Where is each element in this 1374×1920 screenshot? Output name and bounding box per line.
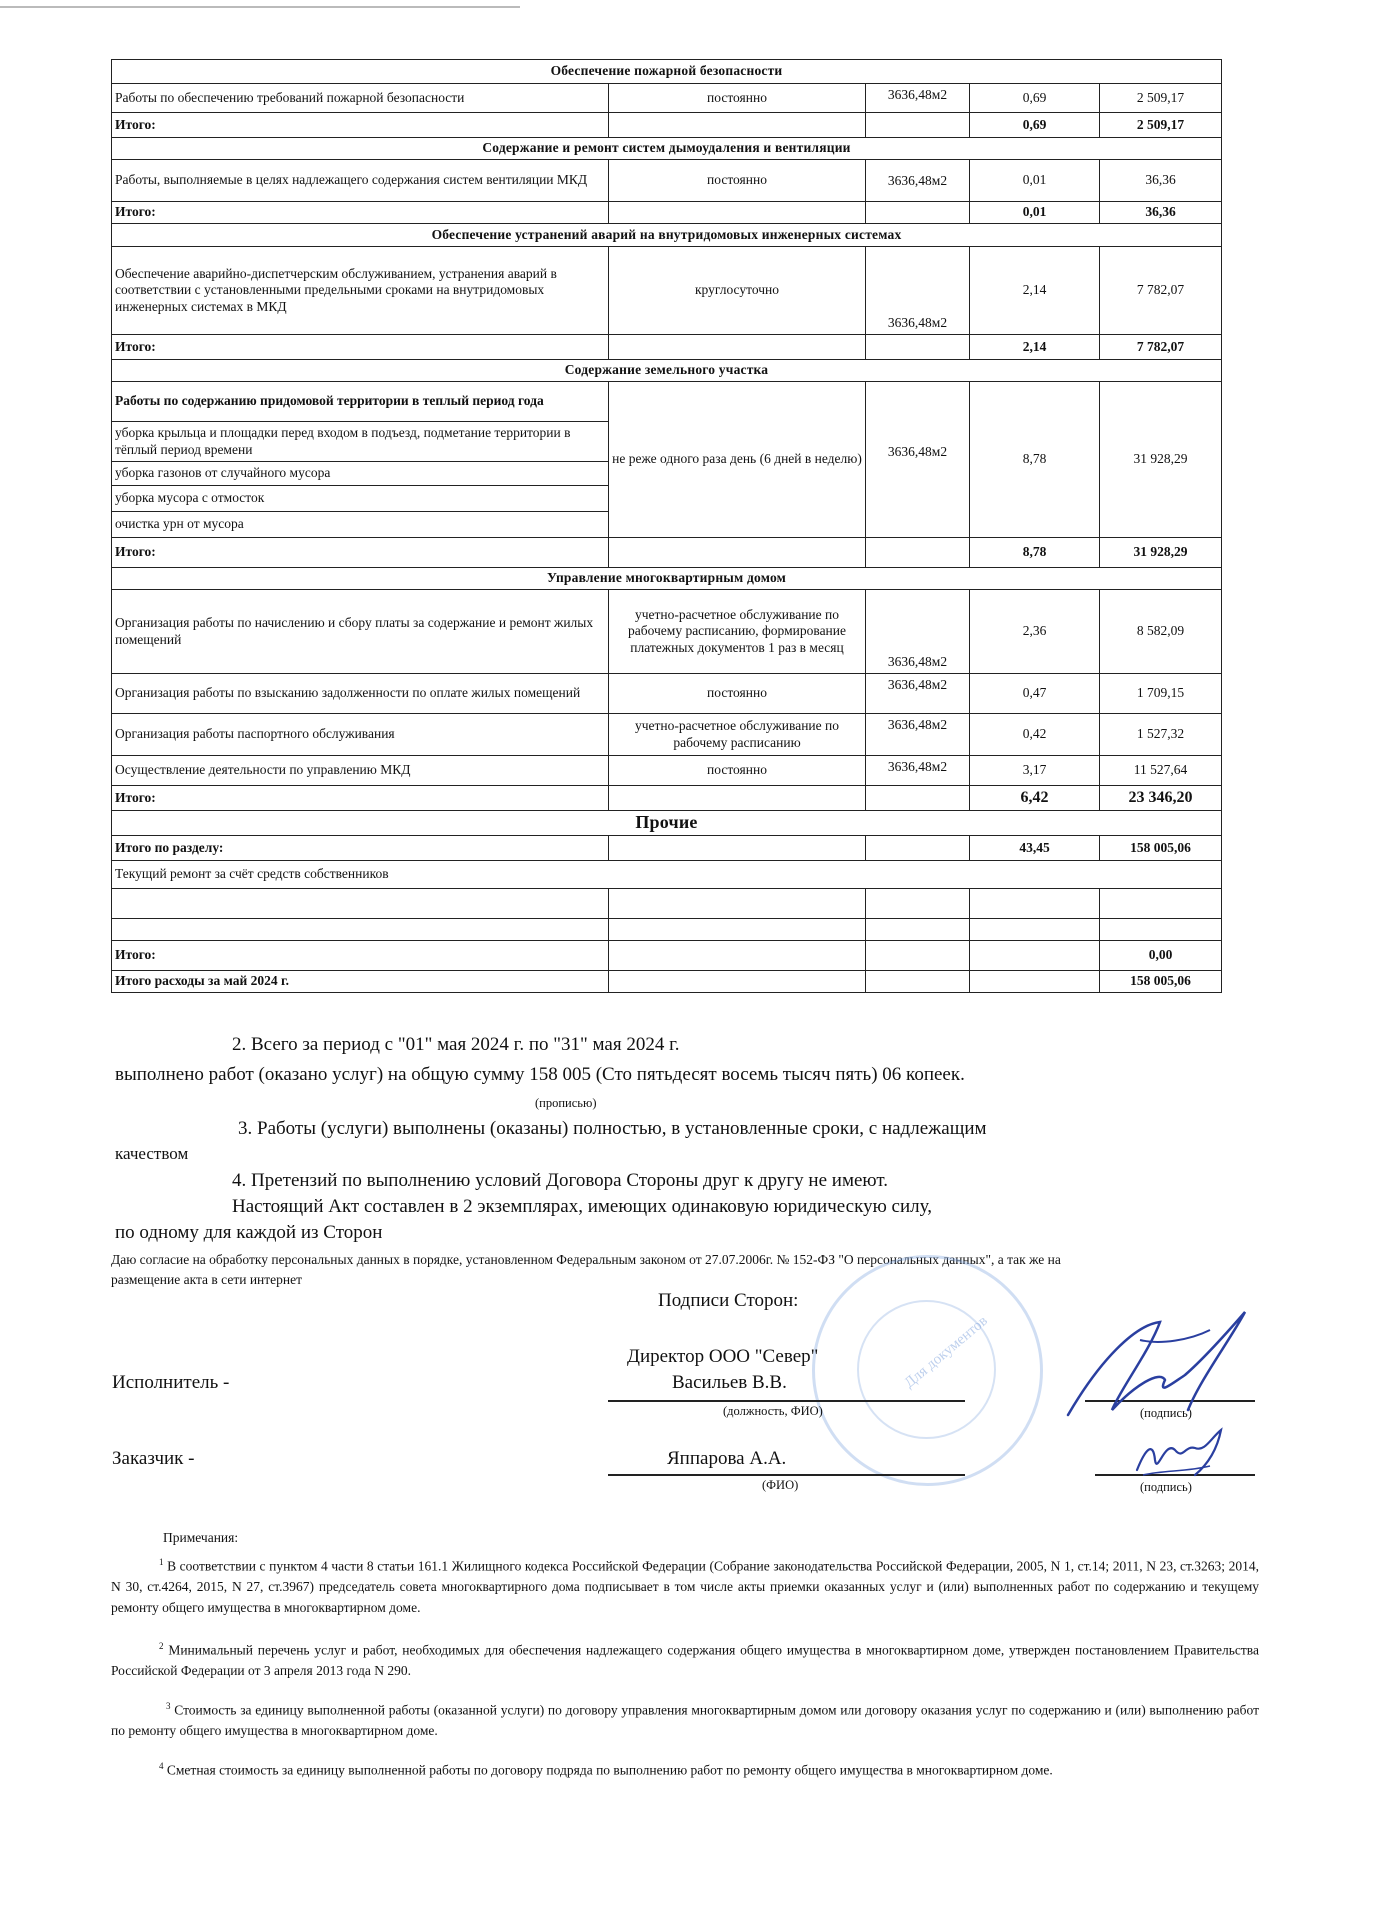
section-total-label: Итого по разделу: <box>112 835 609 860</box>
total-label: Итого: <box>112 538 609 568</box>
row-rate: 2,36 <box>970 590 1100 674</box>
customer-signature <box>1125 1420 1245 1490</box>
section-total-rate: 43,45 <box>970 835 1100 860</box>
row-area: 3636,48м2 <box>866 590 970 674</box>
land-period: не реже одного раза день (6 дней в неделю) <box>609 382 866 538</box>
row-rate: 2,14 <box>970 247 1100 335</box>
total-rate: 8,78 <box>970 538 1100 568</box>
row-rate: 0,69 <box>970 84 1100 113</box>
land-item: уборка крыльца и площадки перед входом в подъезд, подметание территории в тёплый период времени <box>112 422 609 462</box>
section-title-fire: Обеспечение пожарной безопасности <box>112 60 1222 84</box>
executor-name-line <box>608 1400 965 1402</box>
signatures-title: Подписи Сторон: <box>658 1290 799 1311</box>
land-item: Работы по содержанию придомовой территории в теплый период года <box>112 382 609 422</box>
paragraph-5-line1: Настоящий Акт составлен в 2 экземплярах, имеющих одинаковую юридическую силу, <box>232 1196 932 1217</box>
repair-total-label: Итого: <box>112 940 609 970</box>
executor-label: Исполнитель - <box>112 1372 230 1393</box>
row-period: постоянно <box>609 160 866 202</box>
row-name: Организация работы по взысканию задолженности по оплате жилых помещений <box>112 674 609 714</box>
customer-sign-caption: (подпись) <box>1140 1480 1192 1494</box>
section-title-ventilation: Содержание и ремонт систем дымоудаления и вентиляции <box>112 138 1222 160</box>
row-sum: 36,36 <box>1100 160 1222 202</box>
notes-title: Примечания: <box>163 1530 239 1545</box>
executor-sign-caption: (подпись) <box>1140 1406 1192 1420</box>
row-rate: 0,01 <box>970 160 1100 202</box>
note-4: $^4$ Сметная стоимость за единицу выполненной работы по договору подряда по выполнению работ по ремонту общего имущества в многоквартирном доме. <box>159 1761 1053 1778</box>
customer-label: Заказчик - <box>112 1448 195 1469</box>
executor-position: Директор ООО "Север" <box>627 1346 819 1367</box>
row-sum: 8 582,09 <box>1100 590 1222 674</box>
row-rate: 0,42 <box>970 714 1100 756</box>
row-area: 3636,48м2 <box>866 160 970 202</box>
row-rate: 0,47 <box>970 674 1100 714</box>
row-name: Работы, выполняемые в целях надлежащего содержания систем вентиляции МКД <box>112 160 609 202</box>
row-sum: 1 709,15 <box>1100 674 1222 714</box>
note-2: $^2$ Минимальный перечень услуг и работ, необходимых для обеспечения надлежащего содержания общего имущества в многоквартирном доме, утвержден постановлением Правительства Российской Федерации от 3 апреля 2013 года N 290. <box>111 1641 1259 1679</box>
row-sum: 7 782,07 <box>1100 247 1222 335</box>
company-stamp <box>812 1255 1043 1486</box>
consent-line2: размещение акта в сети интернет <box>111 1272 303 1287</box>
total-rate: 6,42 <box>970 786 1100 811</box>
row-name: Работы по обеспечению требований пожарной безопасности <box>112 84 609 113</box>
note-3: $^3$ Стоимость за единицу выполненной работы (оказанной услуги) по договору управления многоквартирным домом или договору оказания услуг по содержанию и (или) выполнению работ по ремонту общего имущества в многоквартирном доме. <box>111 1701 1259 1739</box>
row-area: 3636,48м2 <box>866 714 970 756</box>
row-area: 3636,48м2 <box>866 674 970 714</box>
customer-caption: (ФИО) <box>762 1478 799 1492</box>
land-item: уборка газонов от случайного мусора <box>112 462 609 486</box>
row-rate: 3,17 <box>970 756 1100 786</box>
row-name: Осуществление деятельности по управлению МКД <box>112 756 609 786</box>
section-title-accidents: Обеспечение устранений аварий на внутридомовых инженерных системах <box>112 224 1222 247</box>
row-period: круглосуточно <box>609 247 866 335</box>
section-title-other: Прочие <box>112 811 1222 836</box>
row-period: учетно-расчетное обслуживание по рабочему расписанию <box>609 714 866 756</box>
total-sum: 36,36 <box>1100 202 1222 224</box>
note-1: $^1$ В соответствии с пунктом 4 части 8 статьи 161.1 Жилищного кодекса Российской Федерации (Собрание законодательства Российской Федерации, 2005, N 1, ст.14; 2011, N 23, ст.3263; 2014, N 30, ст.4264, 2015, N 27, ст.3967) председатель совета многоквартирного дома подписывает в том числе акты приемки оказанных услуг и (или) выполненных работ по содержанию и текущему ремонту общего имущества в многоквартирном доме. <box>111 1557 1259 1616</box>
land-item: уборка мусора с отмосток <box>112 486 609 512</box>
land-sum: 31 928,29 <box>1100 382 1222 538</box>
total-rate: 0,01 <box>970 202 1100 224</box>
row-name: Организация работы по начислению и сбору платы за содержание и ремонт жилых помещений <box>112 590 609 674</box>
total-rate: 2,14 <box>970 335 1100 360</box>
propisyu-caption: (прописью) <box>535 1096 597 1110</box>
total-sum: 31 928,29 <box>1100 538 1222 568</box>
paragraph-3-line2: качеством <box>115 1144 189 1163</box>
total-label: Итого: <box>112 202 609 224</box>
row-area: 3636,48м2 <box>866 247 970 335</box>
total-sum: 2 509,17 <box>1100 113 1222 138</box>
land-area: 3636,48м2 <box>866 382 970 538</box>
repair-section-title: Текущий ремонт за счёт средств собственников <box>112 860 1222 888</box>
row-name: Организация работы паспортного обслуживания <box>112 714 609 756</box>
paragraph-5-line2: по одному для каждой из Сторон <box>115 1222 383 1243</box>
total-label: Итого: <box>112 113 609 138</box>
row-sum: 11 527,64 <box>1100 756 1222 786</box>
section-title-land: Содержание земельного участка <box>112 360 1222 382</box>
total-rate: 0,69 <box>970 113 1100 138</box>
row-period: постоянно <box>609 756 866 786</box>
row-name: Обеспечение аварийно-диспетчерским обслуживанием, устранения аварий в соответствии с установленными предельными сроками на внутридомовых инженерных системах в МКД <box>112 247 609 335</box>
row-area: 3636,48м2 <box>866 84 970 113</box>
section-total-sum: 158 005,06 <box>1100 835 1222 860</box>
customer-name: Яппарова А.А. <box>667 1448 787 1469</box>
paragraph-4: 4. Претензий по выполнению условий Договора Стороны друг к другу не имеют. <box>232 1170 888 1191</box>
paragraph-2-line2: выполнено работ (оказано услуг) на общую сумму 158 005 (Сто пятьдесят восемь тысяч пять) 06 копеек. <box>115 1064 965 1085</box>
scan-top-edge <box>0 6 520 8</box>
row-period: постоянно <box>609 84 866 113</box>
row-period: учетно-расчетное обслуживание по рабочему расписанию, формирование платежных документов 1 раз в месяц <box>609 590 866 674</box>
row-period: постоянно <box>609 674 866 714</box>
consent-line1: Даю согласие на обработку персональных данных в порядке, установленном Федеральным законом от 27.07.2006г. № 152-ФЗ "О персональных данных", а так же на <box>111 1252 1061 1267</box>
row-area: 3636,48м2 <box>866 756 970 786</box>
row-sum: 1 527,32 <box>1100 714 1222 756</box>
stamp-text: Для документов <box>901 1312 991 1392</box>
paragraph-2-line1: 2. Всего за период с "01" мая 2024 г. по "31" мая 2024 г. <box>232 1034 680 1055</box>
month-total-sum: 158 005,06 <box>1100 970 1222 992</box>
total-label: Итого: <box>112 335 609 360</box>
row-sum: 2 509,17 <box>1100 84 1222 113</box>
act-table <box>111 59 1222 993</box>
total-label: Итого: <box>112 786 609 811</box>
executor-caption: (должность, ФИО) <box>723 1404 823 1418</box>
total-sum: 23 346,20 <box>1100 786 1222 811</box>
section-title-management: Управление многоквартирным домом <box>112 568 1222 590</box>
land-item: очистка урн от мусора <box>112 512 609 538</box>
executor-name: Васильев В.В. <box>672 1372 787 1393</box>
paragraph-3-line1: 3. Работы (услуги) выполнены (оказаны) полностью, в установленные сроки, с надлежащим <box>238 1118 987 1139</box>
customer-name-line <box>608 1474 965 1476</box>
land-rate: 8,78 <box>970 382 1100 538</box>
month-total-label: Итого расходы за май 2024 г. <box>112 970 609 992</box>
total-sum: 7 782,07 <box>1100 335 1222 360</box>
repair-total-sum: 0,00 <box>1100 940 1222 970</box>
